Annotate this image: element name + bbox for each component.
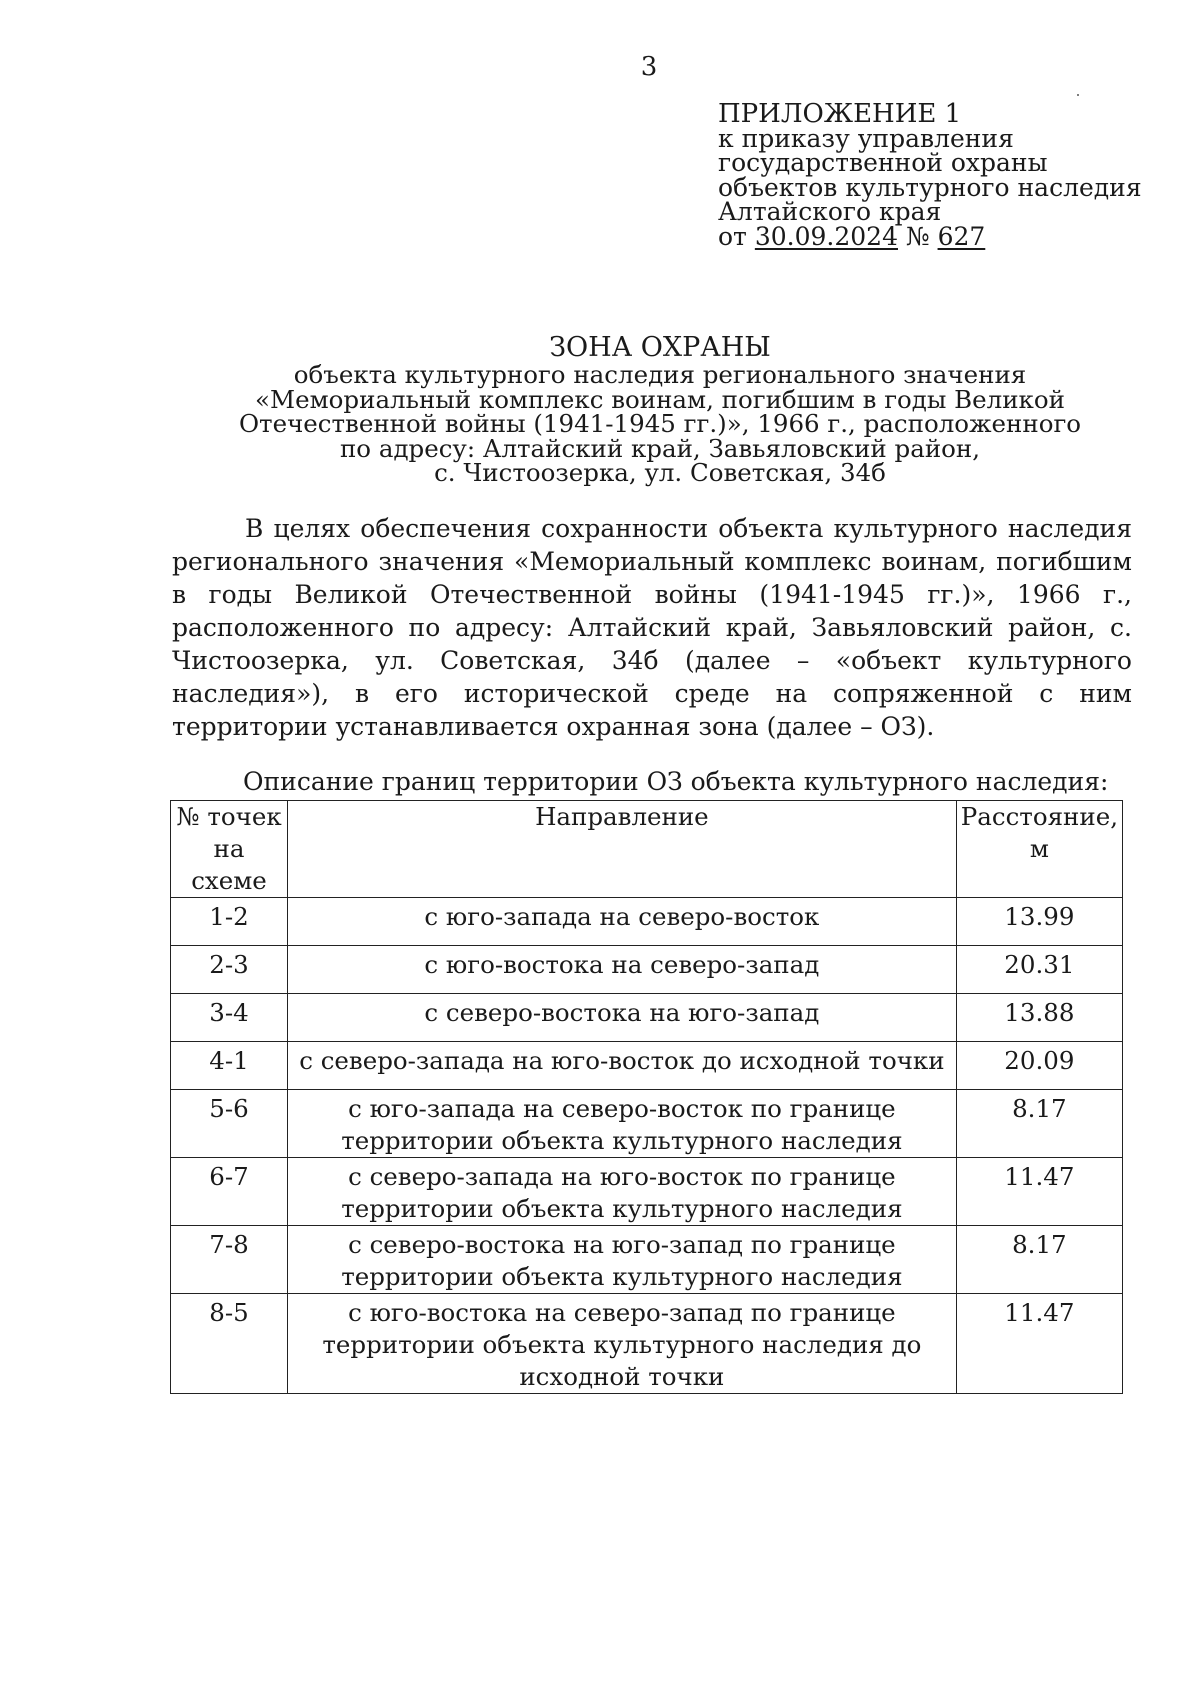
appendix-line: Алтайского края bbox=[718, 197, 942, 226]
cell-direction: с северо-запада на юго-восток до исходной точки bbox=[288, 1042, 957, 1090]
cell-distance: 11.47 bbox=[956, 1158, 1122, 1226]
appendix-line: к приказу управления bbox=[718, 123, 1014, 153]
cell-distance: 20.31 bbox=[956, 946, 1122, 994]
table-row bbox=[171, 1090, 1123, 1158]
cell-distance: 8.17 bbox=[956, 1090, 1122, 1158]
cell-direction: с юго-запада на северо-восток по границе территории объекта культурного наследия bbox=[288, 1090, 957, 1158]
cell-distance: 11.47 bbox=[956, 1294, 1122, 1394]
header-points-line1: № точек bbox=[176, 802, 282, 831]
table-row bbox=[171, 1294, 1123, 1394]
scan-speck bbox=[1077, 94, 1079, 96]
cell-points: 6-7 bbox=[171, 1158, 288, 1226]
heading-line: «Мемориальный комплекс воинам, погибшим в годы Великой bbox=[255, 384, 1065, 414]
document-heading bbox=[180, 333, 1140, 486]
table-row bbox=[171, 1158, 1123, 1226]
cell-points: 2-3 bbox=[171, 946, 288, 994]
table-row bbox=[171, 898, 1123, 946]
table-caption: Описание границ территории ОЗ объекта культурного наследия: bbox=[243, 767, 1109, 796]
cell-distance: 20.09 bbox=[956, 1042, 1122, 1090]
cell-direction: с юго-запада на северо-восток bbox=[288, 898, 957, 946]
cell-direction: с северо-востока на юго-запад bbox=[288, 994, 957, 1042]
cell-points: 7-8 bbox=[171, 1226, 288, 1294]
cell-direction: с юго-востока на северо-запад bbox=[288, 946, 957, 994]
appendix-line: государственной охраны bbox=[718, 148, 1048, 177]
cell-points: 5-6 bbox=[171, 1090, 288, 1158]
table-row bbox=[171, 1226, 1123, 1294]
table-header-row bbox=[171, 801, 1123, 898]
heading-line: Отечественной войны (1941-1945 гг.)», 1966 г., расположенного bbox=[238, 409, 1082, 438]
page-number: 3 bbox=[640, 52, 658, 82]
table-row bbox=[171, 946, 1123, 994]
header-direction: Направление bbox=[288, 801, 957, 898]
cell-points: 3-4 bbox=[171, 994, 288, 1042]
appendix-date-line bbox=[718, 221, 1142, 251]
cell-direction: с северо-востока на юго-запад по границе территории объекта культурного наследия bbox=[288, 1226, 957, 1294]
cell-distance: 13.99 bbox=[956, 898, 1122, 946]
table-row bbox=[171, 1042, 1123, 1090]
order-date: 30.09.2024 bbox=[754, 221, 898, 251]
appendix-line: объектов культурного наследия bbox=[718, 172, 1142, 202]
cell-direction: с северо-запада на юго-восток по границе территории объекта культурного наследия bbox=[288, 1158, 957, 1226]
date-prefix: от bbox=[718, 221, 747, 251]
header-distance-line1: Расстояние, bbox=[960, 802, 1118, 831]
cell-distance: 13.88 bbox=[956, 994, 1122, 1042]
header-points bbox=[171, 801, 288, 898]
cell-distance: 8.17 bbox=[956, 1226, 1122, 1294]
heading-title: ЗОНА ОХРАНЫ bbox=[549, 332, 771, 363]
appendix-title: ПРИЛОЖЕНИЕ 1 bbox=[718, 99, 962, 129]
cell-points: 8-5 bbox=[171, 1294, 288, 1394]
heading-line: с. Чистоозерка, ул. Советская, 34б bbox=[434, 458, 886, 487]
heading-line: объекта культурного наследия регионального значения bbox=[293, 360, 1027, 389]
cell-direction: с юго-востока на северо-запад по границе территории объекта культурного наследия до исходной точки bbox=[288, 1294, 957, 1394]
cell-points: 1-2 bbox=[171, 898, 288, 946]
header-points-line2: на схеме bbox=[191, 834, 267, 895]
header-distance-line2: м bbox=[1029, 834, 1049, 863]
order-number: 627 bbox=[937, 221, 986, 251]
number-prefix: № bbox=[905, 221, 930, 251]
body-paragraph: В целях обеспечения сохранности объекта культурного наследия регионального значения «Мемориальный комплекс воинам, погибшим в годы Великой Отечественной войны (1941-1945 гг.)», 1966 г., расположенного по адресу: Алтайский край, Завьяловский район, с. Чистоозерка, ул. Советская, 34б (далее – «объект культурного наследия»), в его исторической среде на сопряженной с ним территории устанавливается охранная зона (далее – ОЗ). bbox=[172, 514, 1132, 741]
appendix-block bbox=[718, 99, 1142, 251]
header-distance bbox=[956, 801, 1122, 898]
table-row bbox=[171, 994, 1123, 1042]
heading-line: по адресу: Алтайский край, Завьяловский район, bbox=[339, 433, 981, 463]
cell-points: 4-1 bbox=[171, 1042, 288, 1090]
boundaries-table bbox=[170, 800, 1123, 1394]
